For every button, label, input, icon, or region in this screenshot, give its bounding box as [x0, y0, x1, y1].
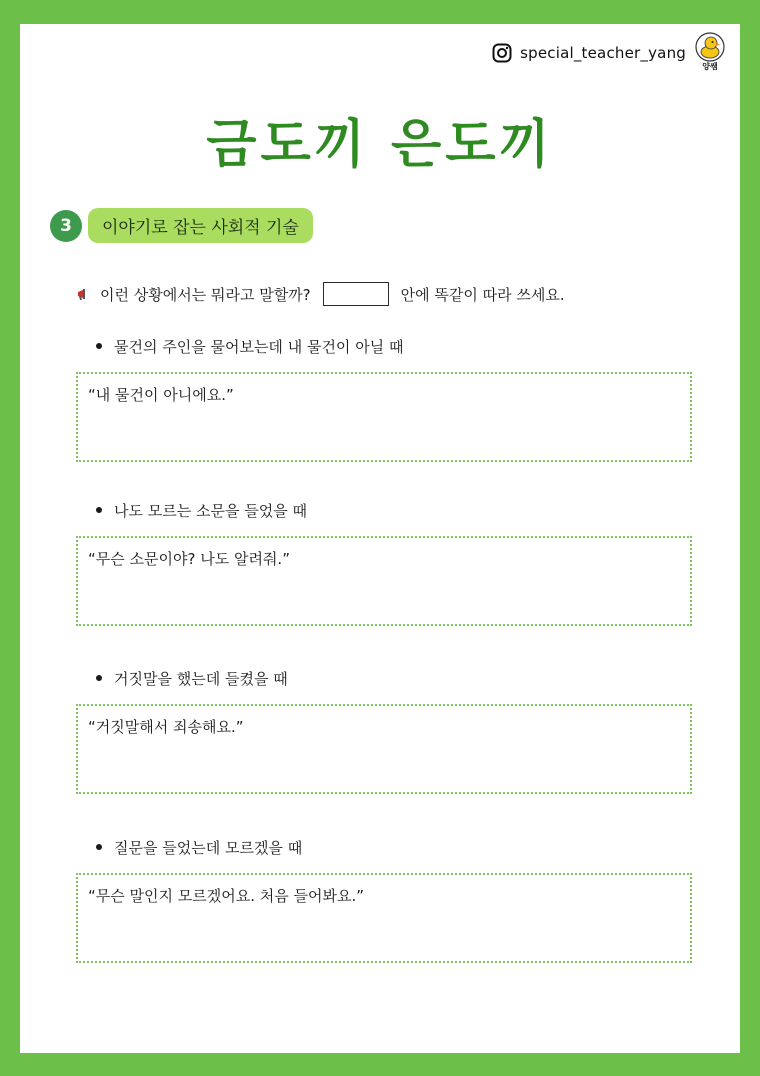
situation-line: [76, 666, 692, 690]
mascot-label: 양쌤: [702, 62, 718, 71]
instagram-icon: [492, 43, 512, 63]
situation-text: 물건의 주인을 물어보는데 내 물건이 아닐 때: [114, 337, 404, 356]
instagram-handle: special_teacher_yang: [520, 44, 686, 62]
answer-box[interactable]: [76, 536, 692, 626]
instruction-text-after: 안에 똑같이 따라 쓰세요.: [400, 285, 565, 304]
situation-item: [76, 498, 692, 626]
answer-box[interactable]: [76, 372, 692, 462]
example-blank-box: [323, 282, 389, 306]
answer-box[interactable]: [76, 873, 692, 963]
answer-text: “내 물건이 아니에요.”: [88, 386, 234, 404]
situation-line: [76, 498, 692, 522]
answer-box[interactable]: [76, 704, 692, 794]
situation-text: 거짓말을 했는데 들켰을 때: [114, 669, 288, 688]
situation-text: 질문을 들었는데 모르겠을 때: [114, 838, 303, 857]
worksheet-page: [20, 24, 740, 1053]
section-header: [50, 208, 313, 243]
bullet-dot: [96, 675, 102, 681]
duck-mascot-logo: [694, 32, 726, 74]
situation-text: 나도 모르는 소문을 들었을 때: [114, 501, 307, 520]
answer-text: “무슨 말인지 모르겠어요. 처음 들어봐요.”: [88, 887, 364, 905]
section-number: 3: [50, 210, 82, 242]
answer-text: “무슨 소문이야? 나도 알려줘.”: [88, 550, 290, 568]
megaphone-icon: [76, 286, 92, 302]
bullet-dot: [96, 343, 102, 349]
duck-icon: [695, 32, 725, 62]
situation-line: [76, 835, 692, 859]
brand-header: [492, 32, 726, 74]
situation-item: [76, 334, 692, 462]
page-title: 금도끼 은도끼: [206, 115, 554, 175]
instruction-text-before: 이런 상황에서는 뭐라고 말할까?: [100, 285, 311, 304]
situation-item: [76, 666, 692, 794]
bullet-dot: [96, 844, 102, 850]
bullet-dot: [96, 507, 102, 513]
instruction-line: [76, 282, 565, 306]
situation-item: [76, 835, 692, 963]
situation-line: [76, 334, 692, 358]
section-label: 이야기로 잡는 사회적 기술: [88, 208, 313, 243]
answer-text: “거짓말해서 죄송해요.”: [88, 718, 244, 736]
